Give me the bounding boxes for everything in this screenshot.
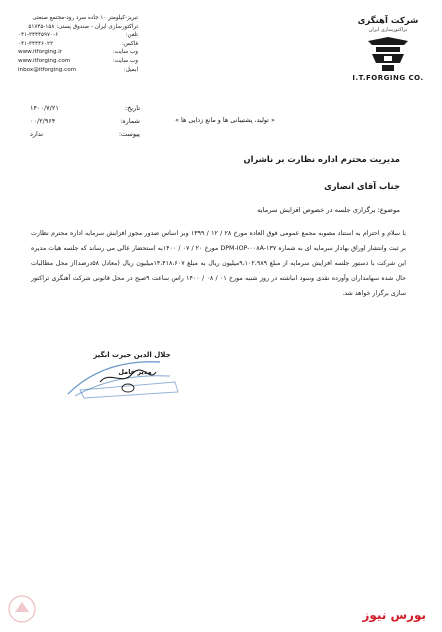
address-line-1: تبریز-کیلومتر ۱۰ جاده سرد رود-مجتمع صنعتی (32, 15, 138, 21)
attachment-label: پیوست: (118, 130, 140, 138)
attachment-value: ندارد (30, 130, 44, 138)
reference-block (30, 102, 140, 141)
watermark-logo-icon (5, 592, 39, 626)
date-value: ۱۴۰۰/۷/۲۱ (30, 104, 59, 112)
phone-label: تلفن: (125, 32, 138, 39)
website-label-1: وب سایت: (112, 49, 138, 56)
company-header (352, 16, 424, 82)
company-logo-icon (362, 37, 414, 73)
address-line-2: تراکتورسازی ایران - صندوق پستی: ۱۵۸-۵۱۷۴۵ (28, 23, 138, 30)
footer-brand: بورس نیوز (362, 608, 426, 622)
date-label: تاریخ: (124, 104, 140, 112)
fax-label: فاکس: (121, 40, 138, 47)
letter-subject: موضوع: برگزاری جلسه در خصوص افزایش سرمایه (257, 206, 400, 214)
slogan: « تولید، پشتیبانی ها و مانع زدایی ها » (175, 116, 275, 124)
company-logo-text: I.T.FORGING CO. (352, 74, 424, 82)
addressee-office: مدیریت محترم اداره نظارت بر ناشران (243, 154, 400, 164)
company-subname: تراکتورسازی ایران (368, 27, 408, 33)
email-link[interactable]: inbox@itforging.com (18, 66, 77, 73)
number-row (30, 115, 140, 128)
fax-row (18, 40, 138, 49)
company-stamp-icon (60, 352, 190, 402)
phone-row (18, 31, 138, 40)
signatory-title: مدیر عامل (118, 368, 152, 376)
website-link-2[interactable]: www.itforging.com (18, 57, 71, 64)
email-label: ایمیل: (123, 66, 138, 73)
contact-block (18, 14, 138, 74)
letter-body: با سلام و احترام به استناد مصوبه مجمع عمومی فوق العاده مورخ ۲۸ / ۱۲ / ۱۳۹۹ وبر اساس صدور مجوز افزایش سرمایه اداره محترم نظارت بر ثبت وانتشار اوراق بهادار سرمایه ای به شماره DPM-IOP-۰۰۸A-۱۳۷ مورخ ۲۰ / ۰۷ / ۱۴۰۰به استحضار عالی می رساند که جلسه هیات مدیره این شرکت با دستور جلسه افزایش سرمایه از مبلغ ۹،۱۰۲،۹۸۹میلیون ریال به مبلغ ۱۴،۴۱۸،۶۰۷میلیون ریال (معادل ۵۸درصد)از محل مطالبات حال شده سهامداران وآورده نقدی وسود انباشته در روز شنبه مورخ ۰۱ / ۰۸ / ۱۴۰۰ راس ساعت ۹صبح در محل قانونی شرکت آهنگری تراکتور سازی برگزار خواهد شد. (31, 230, 407, 297)
addressee-person: جناب آقای انصاری (324, 181, 400, 191)
website-row-1 (18, 48, 138, 57)
attachment-row (30, 128, 140, 141)
date-row (30, 102, 140, 115)
fax-value: ۰۴۱-۳۴۴۴۶۰۲۳ (18, 40, 54, 47)
signatory-name: جلال الدین حیرت انگیز (93, 351, 171, 359)
email-row (18, 66, 138, 75)
company-name: شرکت آهنگری (357, 16, 419, 26)
website-link-1[interactable]: www.itforging.ir (18, 49, 63, 56)
number-value: ۰۰/۲/۹۶۴ (30, 117, 56, 125)
phone-value: ۰۴۱-۳۴۴۴۵۹۷۰-۶ (18, 32, 59, 39)
website-label-2: وب سایت: (112, 57, 138, 64)
number-label: شماره: (120, 117, 140, 125)
website-row-2 (18, 57, 138, 66)
